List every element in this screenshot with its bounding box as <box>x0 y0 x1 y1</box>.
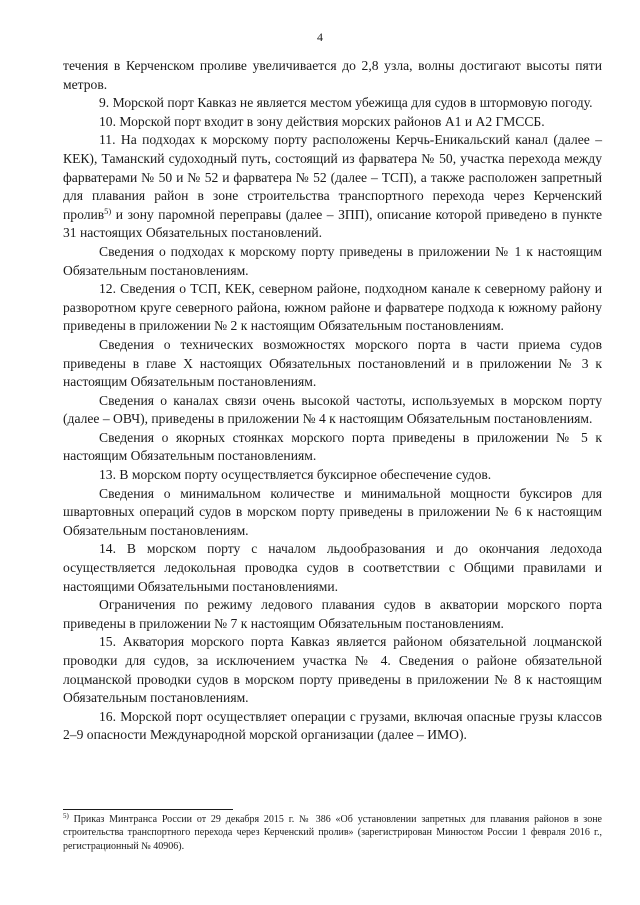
paragraph-item-14: 14. В морском порту с началом льдообразования и до окончания ледохода осуществляется ледокольная проводка судов в соответствии с Общими правилами и настоящими Обязательными постановлениями. <box>63 541 602 594</box>
footnote-text: Приказ Минтранса России от 29 декабря 2015 г. № 386 «Об установлении запретных для плавания районов в зоне строительства транспортного перехода через Керченский пролив» (зарегистрирован Минюстом России 1 февраля 2016 г., регистрационный № 40906). <box>63 814 602 852</box>
paragraph-vhf-info: Сведения о каналах связи очень высокой частоты, используемых в морском порту (далее – ОВЧ), приведены в приложении № 4 к настоящим Обязательным постановлениям. <box>63 392 602 427</box>
page-number: 4 <box>317 30 323 44</box>
paragraph-technical-info: Сведения о технических возможностях морского порта в части приема судов приведены в главе X настоящих Обязательных постановлений и в приложении № 3 к настоящим Обязательным постановлениям. <box>63 336 602 390</box>
paragraph-item-11 <box>63 131 602 243</box>
paragraph-ice-restrictions: Ограничения по режиму ледового плавания судов в акватории морского порта приведены в приложении № 7 к настоящим Обязательным постановлениям. <box>63 597 602 631</box>
paragraph-item-15: 15. Акватория морского порта Кавказ является районом обязательной лоцманской проводки для судов, за исключением участка № 4. Сведения о районе обязательной лоцманской проводки судов в морском порту приведены в приложении № 8 к настоящим Обязательным постановлениям. <box>63 634 602 706</box>
footnote-reference: 5) <box>104 205 112 216</box>
paragraph-item-12: 12. Сведения о ТСП, КЕК, северном районе, подходном канале к северному району и разворотном круге северного района, южном районе и фарватере подхода к южному району приведены в приложении № 2 к настоящим Обязательным постановлениям. <box>63 281 602 334</box>
footnote-marker: 5) <box>63 812 69 820</box>
paragraph-continuation: течения в Керченском проливе увеличивается до 2,8 узла, волны достигают высоты пяти метров. <box>63 58 602 92</box>
paragraph-item-16: 16. Морской порт осуществляет операции с грузами, включая опасные грузы классов 2–9 опасности Международной морской организации (далее – ИМО). <box>63 708 602 743</box>
paragraph-item-11-text: 11. На подходах к морскому порту расположены Керчь-Еникальский канал (далее – КЕК), Таманский судоходный путь, состоящий из фарватера № 50, участка перехода между фарватерами № 50 и № 52 и фарватера № 52 (далее – ТСП), а также расположен запретный для плавания район в зоне строительства транспортного перехода через Керченский пролив <box>63 132 602 222</box>
footnote-divider <box>63 809 233 810</box>
paragraph-item-11-text-end: и зону паромной переправы (далее – ЗПП), описание которой приведено в пункте 31 настоящих Обязательных постановлений. <box>63 206 602 241</box>
paragraph-approaches-info: Сведения о подходах к морскому порту приведены в приложении № 1 к настоящим Обязательным постановлениям. <box>63 243 602 278</box>
paragraph-tugs-info: Сведения о минимальном количестве и минимальной мощности буксиров для швартовных операций судов в морском порту приведены в приложении № 6 к настоящим Обязательным постановлениям. <box>63 485 602 538</box>
paragraph-item-9: 9. Морской порт Кавказ не является местом убежища для судов в штормовую погоду. <box>99 95 593 111</box>
document-body <box>63 57 602 745</box>
footnote <box>63 813 602 853</box>
paragraph-item-10: 10. Морской порт входит в зону действия морских районов А1 и А2 ГМССБ. <box>99 113 545 129</box>
paragraph-anchorage-info: Сведения о якорных стоянках морского порта приведены в приложении № 5 к настоящим Обязательным постановлениям. <box>63 429 602 464</box>
paragraph-item-13: 13. В морском порту осуществляется буксирное обеспечение судов. <box>99 467 492 483</box>
